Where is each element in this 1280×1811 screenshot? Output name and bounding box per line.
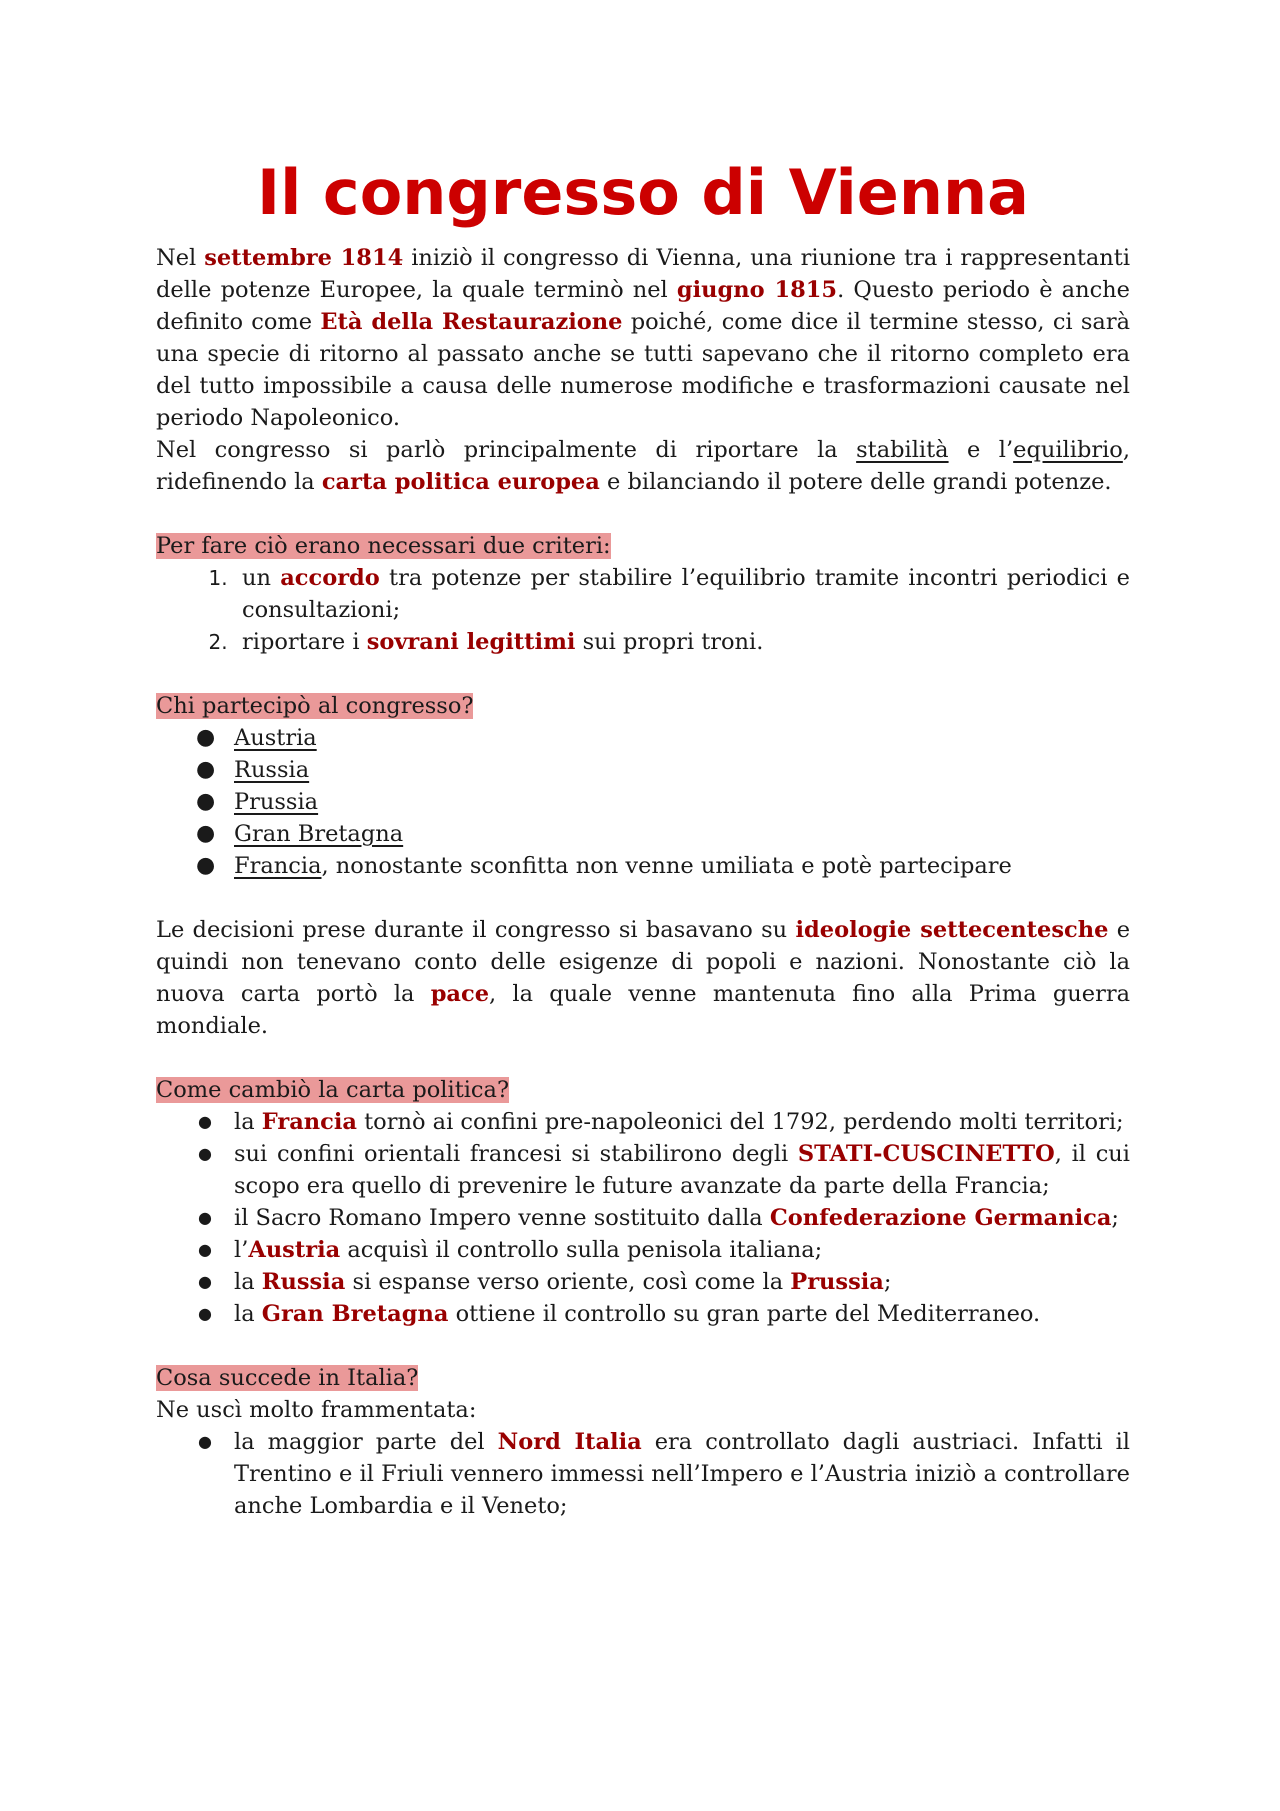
- intro-paragraph-1: Nel settembre 1814 iniziò il congresso di Vienna, una riunione tra i rappresentanti delle potenze Europee, la quale terminò nel giugno 1815. Questo periodo è anche definito come Età della Restaurazione poiché, come dice il termine stesso, ci sarà una specie di ritorno al passato anche se tutti sapevano che il ritorno completo era del tutto impossibile a causa delle numerose modifiche e trasformazioni causate nel periodo Napoleonico.: [156, 245, 1131, 431]
- list-item: ● Austria: [156, 722, 1130, 754]
- criteri-heading: Per fare ciò erano necessari due criteri:: [156, 533, 611, 559]
- bullet-icon: ●: [198, 1304, 212, 1323]
- criteri-list: [156, 562, 1130, 658]
- list-item: ● Russia: [156, 754, 1130, 786]
- carta-list: [156, 1106, 1130, 1330]
- bullet-icon: ●: [196, 757, 216, 782]
- list-item: 1. un accordo tra potenze per stabilire l’equilibrio tramite incontri periodici e consultazioni;: [234, 562, 1130, 626]
- term-carta-politica: carta politica europea: [321, 469, 600, 495]
- list-item: ● la maggior parte del Nord Italia era controllato dagli austriaci. Infatti il Trentino e il Friuli vennero immessi nell’Impero e l’Austria iniziò a controllare anche Lombardia e il Veneto;: [156, 1426, 1130, 1522]
- bullet-icon: ●: [198, 1240, 212, 1259]
- term-equilibrio: equilibrio: [1013, 437, 1123, 463]
- document-page: [156, 150, 1130, 1522]
- list-item: ● Francia, nonostante sconfitta non venne umiliata e potè partecipare: [156, 850, 1130, 882]
- list-item: ● la Russia si espanse verso oriente, così come la Prussia;: [156, 1266, 1130, 1298]
- bullet-icon: ●: [198, 1144, 212, 1163]
- list-item: ● sui confini orientali francesi si stabilirono degli STATI-CUSCINETTO, il cui scopo era quello di prevenire le future avanzate da parte della Francia;: [156, 1138, 1130, 1202]
- bullet-icon: ●: [198, 1112, 212, 1131]
- bullet-icon: ●: [196, 725, 216, 750]
- bullet-icon: ●: [196, 853, 216, 878]
- bullet-icon: ●: [198, 1208, 212, 1227]
- term-restaurazione: Età della Restaurazione: [320, 309, 623, 335]
- carta-heading: Come cambiò la carta politica?: [156, 1077, 510, 1103]
- bullet-icon: ●: [198, 1432, 212, 1451]
- bullet-icon: ●: [196, 789, 216, 814]
- decisioni-paragraph: Le decisioni prese durante il congresso si basavano su ideologie settecentesche e quindi non tenevano conto delle esigenze di popoli e nazioni. Nonostante ciò la nuova carta portò la pace, la quale venne mantenuta fino alla Prima guerra mondiale.: [156, 917, 1131, 1039]
- bullet-icon: ●: [196, 821, 216, 846]
- italia-intro: Ne uscì molto frammentata:: [156, 1397, 477, 1423]
- list-item: ● l’Austria acquisì il controllo sulla penisola italiana;: [156, 1234, 1130, 1266]
- list-item: ● il Sacro Romano Impero venne sostituito dalla Confederazione Germanica;: [156, 1202, 1130, 1234]
- italia-list: [156, 1426, 1130, 1522]
- intro-paragraph-2: Nel congresso si parlò principalmente di riportare la stabilità e l’equilibrio, ridefinendo la carta politica europea e bilanciando il potere delle grandi potenze.: [156, 437, 1130, 495]
- date-end: giugno 1815: [676, 277, 838, 303]
- list-item: ● la Gran Bretagna ottiene il controllo su gran parte del Mediterraneo.: [156, 1298, 1130, 1330]
- list-item: ● Prussia: [156, 786, 1130, 818]
- term-stabilita: stabilità: [856, 437, 949, 463]
- bullet-icon: ●: [198, 1272, 212, 1291]
- italia-heading: Cosa succede in Italia?: [156, 1365, 419, 1391]
- list-item: ● Gran Bretagna: [156, 818, 1130, 850]
- date-start: settembre 1814: [204, 245, 404, 271]
- partecipanti-heading: Chi partecipò al congresso?: [156, 693, 474, 719]
- list-item: 2. riportare i sovrani legittimi sui propri troni.: [234, 626, 1130, 658]
- list-item: ● la Francia tornò ai confini pre-napoleonici del 1792, perdendo molti territori;: [156, 1106, 1130, 1138]
- partecipanti-list: [156, 722, 1130, 882]
- page-title: Il congresso di Vienna: [257, 156, 1029, 229]
